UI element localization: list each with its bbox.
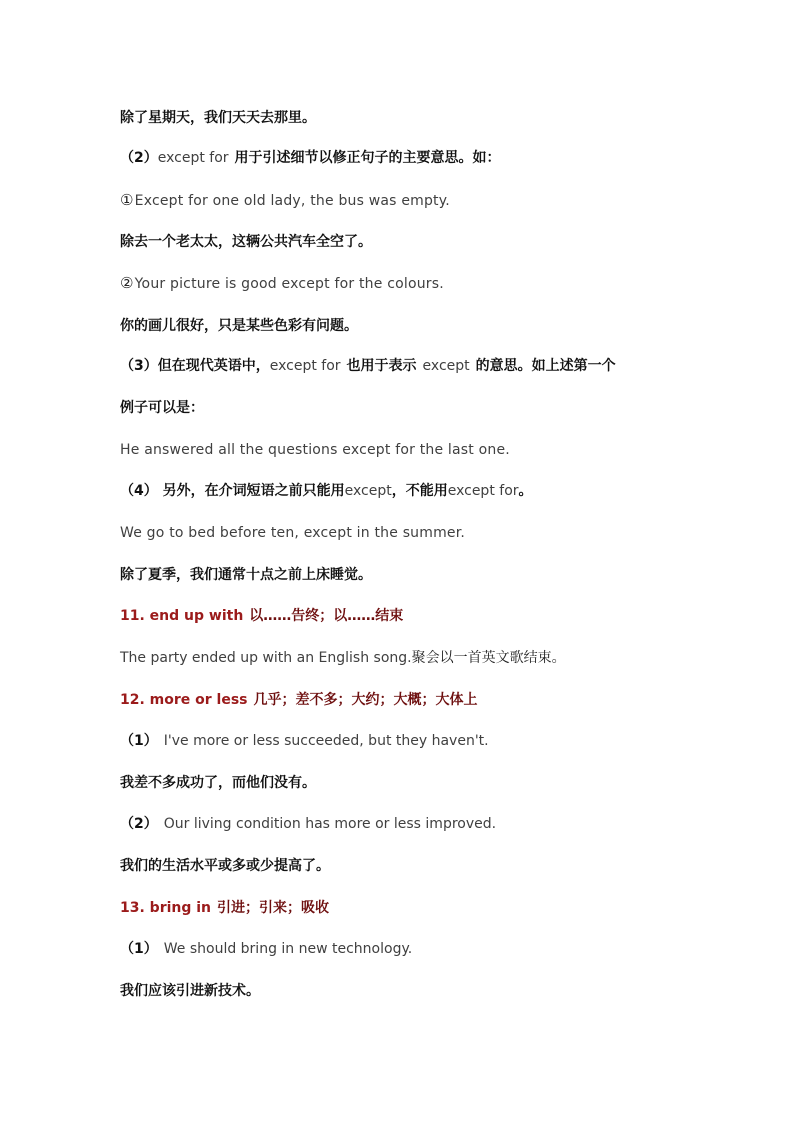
- heading-phrase: 13. bring in: [120, 900, 212, 916]
- example-sentence: We go to bed before ten, except in the summer.: [120, 525, 466, 541]
- sentence-translation: 除了星期天，我们天天去那里。: [120, 110, 316, 126]
- phrase-heading-13: [120, 898, 734, 918]
- example-sentence: [120, 814, 734, 834]
- circled-number-one: ①: [120, 191, 134, 209]
- heading-meaning: 几乎；差不多；大约；大概；大体上: [253, 692, 478, 708]
- example-sentence: [120, 190, 734, 211]
- example-sentence: [120, 731, 734, 751]
- item-number: （1）: [120, 941, 158, 957]
- heading-meaning: 引进；引来；吸收: [217, 900, 330, 916]
- sentence-translation: 我差不多成功了，而他们没有。: [120, 775, 316, 791]
- note-text: （4） 另外，在介词短语之前只能用: [120, 483, 345, 499]
- note-text: （3）但在现代英语中，: [120, 358, 270, 374]
- example-translation: 聚会以一首英文歌结束。: [411, 650, 566, 666]
- example-text: Our living condition has more or less improved.: [163, 816, 497, 832]
- note-text: 也用于表示: [346, 358, 417, 374]
- usage-note-2: [120, 148, 734, 168]
- phrase-term: except for: [447, 483, 519, 499]
- heading-meaning: 以……告终；以……结束: [249, 608, 404, 624]
- note-continuation: 例子可以是：: [120, 400, 204, 416]
- phrase-term: except: [422, 358, 470, 374]
- heading-phrase: 11. end up with: [120, 608, 244, 624]
- phrase-term: except for: [269, 358, 341, 374]
- example-text: Your picture is good except for the colours.: [134, 276, 444, 292]
- example-sentence: He answered all the questions except for the last one.: [120, 442, 510, 458]
- phrase-term: except: [344, 483, 392, 499]
- heading-phrase: 12. more or less: [120, 692, 248, 708]
- sentence-translation: 我们的生活水平或多或少提高了。: [120, 858, 330, 874]
- example-text: We should bring in new technology.: [163, 941, 413, 957]
- note-text: ，不能用: [391, 483, 448, 499]
- phrase-term: except for: [157, 150, 229, 166]
- item-number: （2）: [120, 816, 158, 832]
- sentence-translation: 除去一个老太太，这辆公共汽车全空了。: [120, 234, 372, 250]
- example-sentence: [120, 273, 734, 294]
- sentence-translation: 除了夏季，我们通常十点之前上床睡觉。: [120, 567, 372, 583]
- usage-note-4: [120, 481, 734, 501]
- example-text: The party ended up with an English song.: [120, 650, 412, 666]
- sentence-translation: 我们应该引进新技术。: [120, 983, 260, 999]
- circled-number-two: ②: [120, 274, 134, 292]
- note-text: 的意思。如上述第一个: [475, 358, 616, 374]
- example-sentence: [120, 939, 734, 959]
- item-number: （2）: [120, 150, 158, 166]
- example-text: I've more or less succeeded, but they haven't.: [163, 733, 489, 749]
- phrase-heading-11: [120, 606, 734, 626]
- phrase-heading-12: [120, 690, 734, 710]
- item-number: （1）: [120, 733, 158, 749]
- usage-note-3: [120, 356, 734, 376]
- usage-explanation: 用于引述细节以修正句子的主要意思。如：: [234, 150, 501, 166]
- sentence-translation: 你的画儿很好，只是某些色彩有问题。: [120, 318, 358, 334]
- example-text: Except for one old lady, the bus was empty.: [134, 193, 450, 209]
- note-text: 。: [518, 483, 533, 499]
- example-sentence: [120, 648, 734, 668]
